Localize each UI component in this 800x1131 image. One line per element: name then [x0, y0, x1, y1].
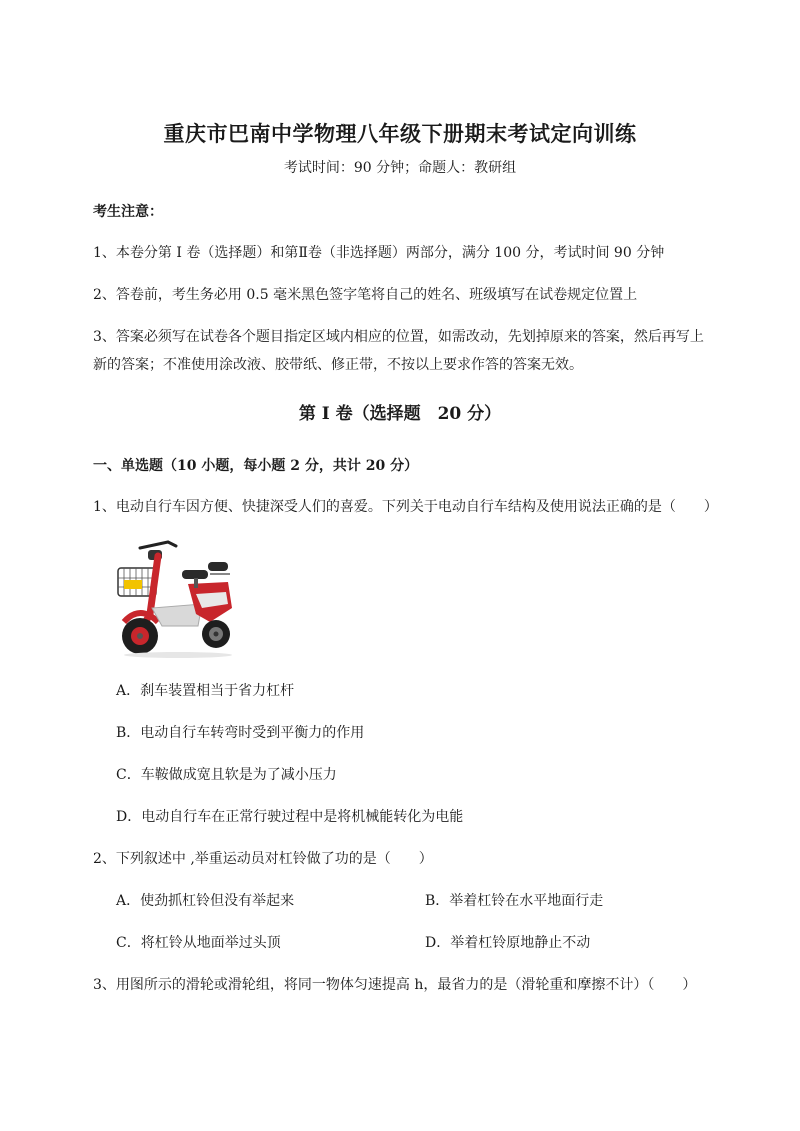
question-3-stem: 3、用图所示的滑轮或滑轮组，将同一物体匀速提高 h，最省力的是（滑轮重和摩擦不计）（ ）	[93, 977, 697, 993]
notice-item-3: 3、答案必须写在试卷各个题目指定区域内相应的位置，如需改动，先划掉原来的答案，然后再写上新的答案；不准使用涂改液、胶带纸、修正带，不按以上要求作答的答案无效。	[93, 329, 704, 373]
question-1-option-b: B．电动自行车转弯时受到平衡力的作用	[116, 725, 365, 741]
question-1-option-c: C．车鞍做成宽且软是为了减小压力	[116, 767, 337, 783]
question-2-option-b: B．举着杠铃在水平地面行走	[425, 893, 604, 909]
part-heading: 一、单选题（10 小题，每小题 2 分，共计 20 分）	[93, 458, 419, 474]
section-title: 第 I 卷（选择题 20 分）	[298, 404, 502, 424]
question-1-option-a: A．刹车装置相当于省力杠杆	[116, 683, 295, 699]
notice-heading: 考生注意：	[93, 204, 163, 220]
electric-scooter-image	[110, 534, 240, 659]
page-title: 重庆市巴南中学物理八年级下册期末考试定向训练	[163, 121, 637, 146]
exam-info: 考试时间：90 分钟；命题人：教研组	[283, 160, 517, 176]
question-2-option-c: C．将杠铃从地面举过头顶	[116, 935, 281, 951]
notice-item-1: 1、本卷分第 I 卷（选择题）和第Ⅱ卷（非选择题）两部分，满分 100 分，考试时间 90 分钟	[93, 245, 665, 261]
question-2-option-a: A．使劲抓杠铃但没有举起来	[116, 893, 295, 909]
question-1-stem: 1、电动自行车因方便、快捷深受人们的喜爱。下列关于电动自行车结构及使用说法正确的是（ ）	[93, 499, 718, 515]
question-2-option-d: D．举着杠铃原地静止不动	[425, 935, 591, 951]
question-1-option-d: D．电动自行车在正常行驶过程中是将机械能转化为电能	[116, 809, 464, 825]
question-2-stem: 2、下列叙述中 ,举重运动员对杠铃做了功的是（ ）	[93, 851, 433, 867]
notice-item-2: 2、答卷前，考生务必用 0.5 毫米黑色签字笔将自己的姓名、班级填写在试卷规定位置上	[93, 287, 638, 303]
